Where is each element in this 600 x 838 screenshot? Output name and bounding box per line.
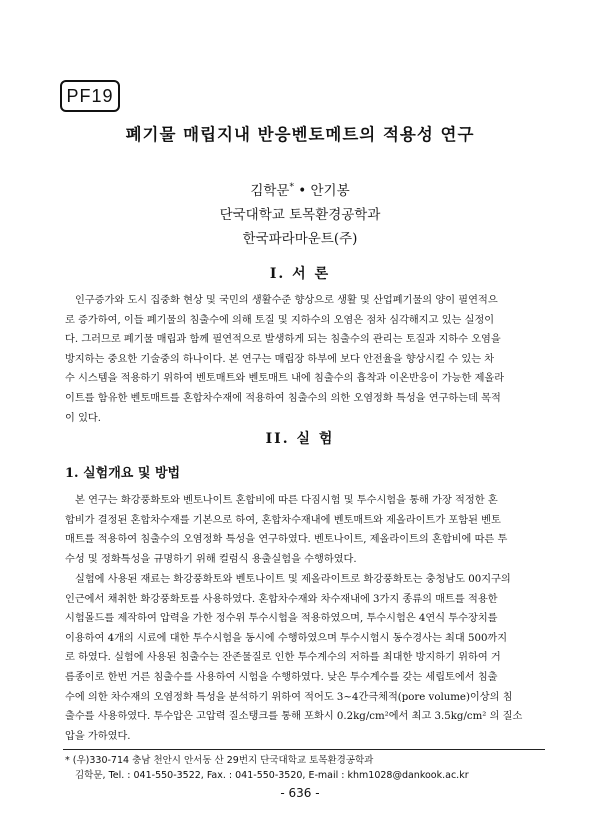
text-line: 매트를 적용하여 침출수의 오염정화 특성을 연구하였다. 벤토나이트, 제올라이트의 혼합비에 따른 투	[65, 534, 508, 546]
text-line: 이트를 함유한 벤토매트를 혼합차수재에 적용하여 침출수의 의한 오염정화 특성을 연구하는데 목적	[65, 392, 501, 404]
text-line: 인근에서 채취한 화강풍화토를 사용하였다. 혼합차수재와 차수재내에 3가지 종류의 매트를 적용한	[65, 593, 498, 605]
paper-title: 폐기물 매립지내 반응벤토메트의 적용성 연구	[125, 125, 475, 144]
subsection-heading: 1. 실험개요 및 방법	[65, 466, 181, 481]
text-line: 수에 의한 차수재의 오염정화 특성을 분석하기 위하여 적어도 3~4간극체적(pore volume)이상의 침	[65, 691, 513, 703]
footnote-address: * (우)330-714 충남 천안시 안서동 산 29번지 단국대학교 토목환경공학과	[65, 755, 374, 766]
text-line: 다. 그러므로 폐기물 매립과 함께 필연적으로 발생하게 되는 침출수의 관리는 토질과 지하수 오염을	[65, 334, 501, 346]
text-line: 수성 및 정화특성을 규명하기 위해 컬럼식 용출실험을 수행하였다.	[65, 553, 357, 565]
text-line: 로 증가하여, 이들 폐기물의 침출수에 의해 토질 및 지하수의 오염은 점차 심각해지고 있는 실정이	[65, 314, 495, 326]
text-line: 시험몰드를 제작하여 압력을 가한 정수위 투수시험을 적용하였으며, 투수시험은 4연식 투수장치를	[65, 613, 498, 625]
text-line: 출수를 사용하였다. 투수압은 고압력 질소탱크를 통해 포화시 0.2kg/cm²에서 최고 3.5kg/cm² 의 질소	[65, 711, 523, 723]
footnote-contact: 김학문, Tel. : 041-550-3522, Fax. : 041-550-3520, E-mail : khm1028@dankook.ac.kr	[75, 770, 469, 781]
text-line: 이 있다.	[65, 412, 101, 424]
text-line: 수 시스템을 적용하기 위하여 벤토매트와 벤토매트 내에 침출수의 흡착과 이온반응이 가능한 제올라	[65, 373, 505, 385]
author-secondary: • 안기봉	[298, 183, 350, 199]
author-mark: *	[289, 182, 294, 193]
experiment-paragraph-2	[65, 570, 540, 746]
introduction-paragraph	[65, 291, 540, 428]
text-line: 로 하였다. 실험에 사용된 침출수는 잔존물질로 인한 투수계수의 저하를 최대한 방지하기 위하여 거	[65, 652, 501, 664]
experiment-paragraph-1	[65, 491, 540, 569]
text-line: 본 연구는 화강풍화토와 벤토나이트 혼합비에 따른 다짐시험 및 투수시험을 통해 가장 적정한 혼	[75, 495, 498, 506]
authors-line	[0, 179, 600, 199]
text-line: 합비가 결정된 혼합차수재를 기본으로 하여, 혼합차수재내에 벤토매트와 제올라이트가 포함된 벤토	[65, 514, 501, 526]
text-line: 이용하여 4개의 시료에 대한 투수시험을 동시에 수행하였으며 투수시험시 동수경사는 최대 500까지	[65, 632, 508, 644]
text-line: 방지하는 중요한 기술중의 하나이다. 본 연구는 매립장 하부에 보다 안전율을 향상시킬 수 있는 차	[65, 353, 495, 365]
section-heading-experiment: II. 실 험	[265, 431, 335, 447]
section-heading-introduction: I. 서 론	[269, 266, 331, 282]
text-line: 인구증가와 도시 집중화 현상 및 국민의 생활수준 향상으로 생활 및 산업폐기물의 양이 필연적으	[75, 295, 498, 306]
affiliation-2: 한국파라마운트(주)	[242, 231, 358, 247]
page-number: - 636 -	[280, 786, 320, 800]
footnote-divider	[63, 749, 545, 750]
text-line: 름종이로 한번 거른 침출수를 사용하여 시험을 수행하였다. 낮은 투수계수를 갖는 세립토에서 침출	[65, 671, 498, 683]
affiliation-1: 단국대학교 토목환경공학과	[219, 207, 381, 223]
author-primary: 김학문	[250, 183, 290, 199]
text-line: 실험에 사용된 재료는 화강풍화토와 벤토나이트 및 제올라이트로 화강풍화토는 충청남도 00지구의	[75, 574, 511, 585]
text-line: 압을 가하였다.	[65, 730, 131, 742]
paper-code-badge: PF19	[60, 80, 120, 112]
